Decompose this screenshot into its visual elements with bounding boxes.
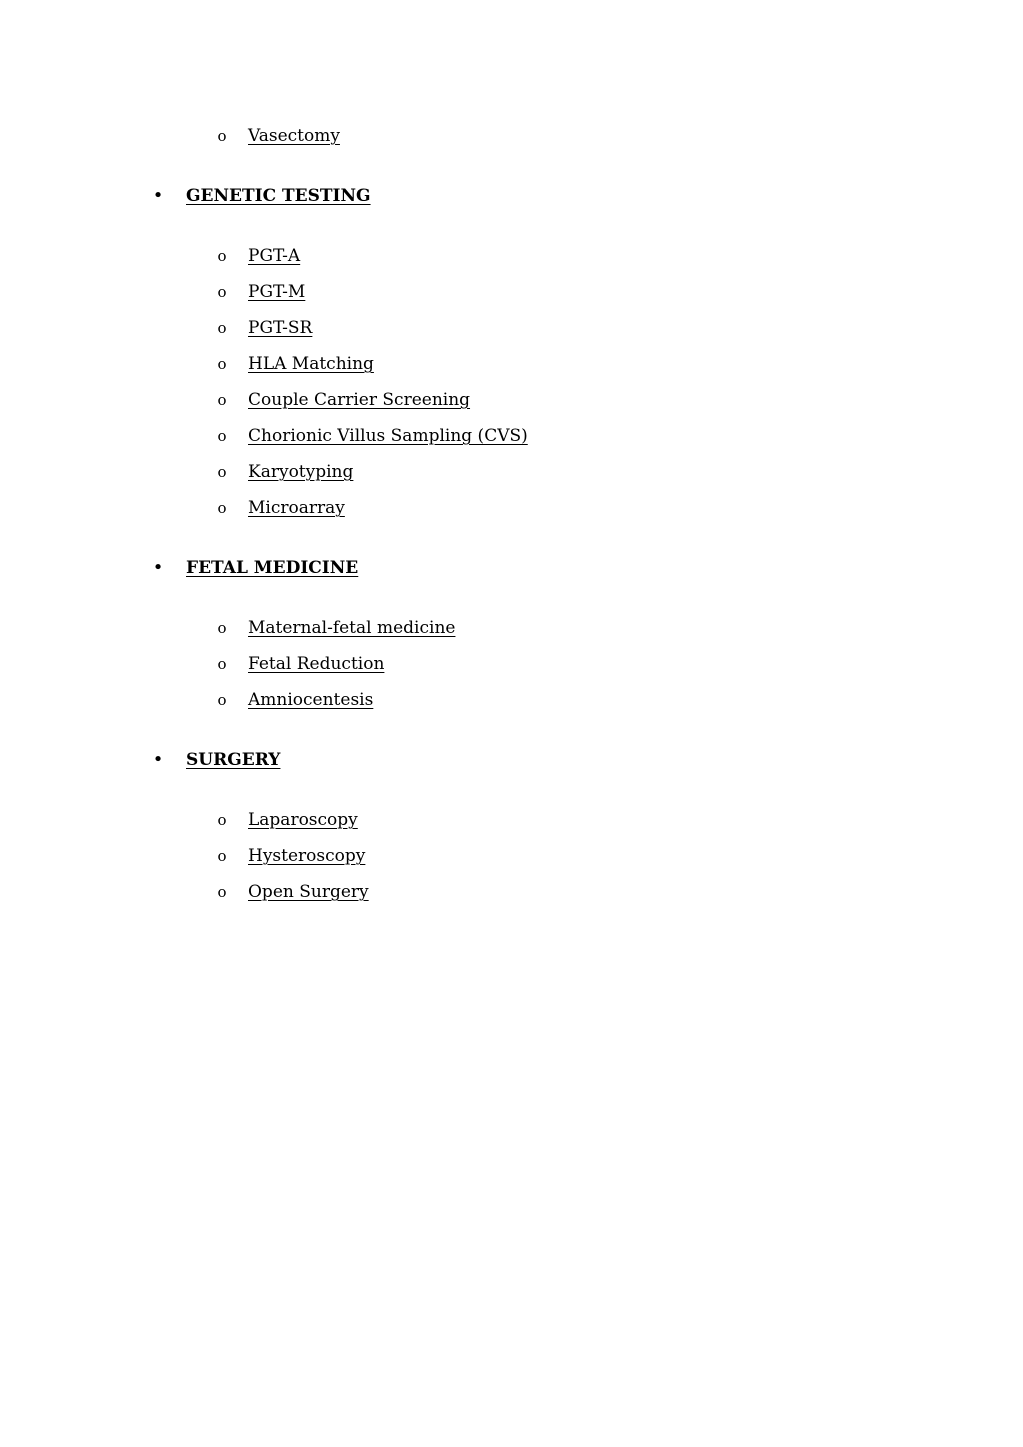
sub-bullet-icon: o <box>217 883 227 901</box>
link-vasectomy[interactable]: Vasectomy <box>248 126 340 146</box>
link-hysteroscopy[interactable]: Hysteroscopy <box>248 846 366 866</box>
link-chorionic-villus-sampling[interactable]: Chorionic Villus Sampling (CVS) <box>248 426 528 446</box>
link-genetic-testing[interactable]: GENETIC TESTING <box>186 186 371 206</box>
sub-bullet-icon: o <box>217 847 227 865</box>
link-couple-carrier-screening[interactable]: Couple Carrier Screening <box>248 390 471 410</box>
link-laparoscopy[interactable]: Laparoscopy <box>248 810 358 830</box>
bullet-icon: • <box>152 557 164 578</box>
bullet-icon: • <box>152 749 164 770</box>
link-fetal-medicine[interactable]: FETAL MEDICINE <box>186 558 359 578</box>
link-pgt-a[interactable]: PGT-A <box>248 246 301 266</box>
sub-bullet-icon: o <box>217 811 227 829</box>
bullet-icon: • <box>152 185 164 206</box>
sub-bullet-icon: o <box>217 391 227 409</box>
link-amniocentesis[interactable]: Amniocentesis <box>248 690 374 710</box>
link-hla-matching[interactable]: HLA Matching <box>248 354 374 374</box>
sub-bullet-icon: o <box>217 691 227 709</box>
sub-bullet-icon: o <box>217 427 227 445</box>
link-fetal-reduction[interactable]: Fetal Reduction <box>248 654 385 674</box>
sub-bullet-icon: o <box>217 463 227 481</box>
link-surgery[interactable]: SURGERY <box>186 750 281 770</box>
link-pgt-sr[interactable]: PGT-SR <box>248 318 313 338</box>
sub-bullet-icon: o <box>217 247 227 265</box>
sub-bullet-icon: o <box>217 355 227 373</box>
sub-bullet-icon: o <box>217 283 227 301</box>
sub-bullet-icon: o <box>217 655 227 673</box>
link-maternal-fetal-medicine[interactable]: Maternal-fetal medicine <box>248 618 456 638</box>
link-pgt-m[interactable]: PGT-M <box>248 282 306 302</box>
link-karyotyping[interactable]: Karyotyping <box>248 462 354 482</box>
link-microarray[interactable]: Microarray <box>248 498 345 518</box>
link-open-surgery[interactable]: Open Surgery <box>248 882 369 902</box>
sub-bullet-icon: o <box>217 127 227 145</box>
sub-bullet-icon: o <box>217 499 227 517</box>
sub-bullet-icon: o <box>217 319 227 337</box>
sub-bullet-icon: o <box>217 619 227 637</box>
